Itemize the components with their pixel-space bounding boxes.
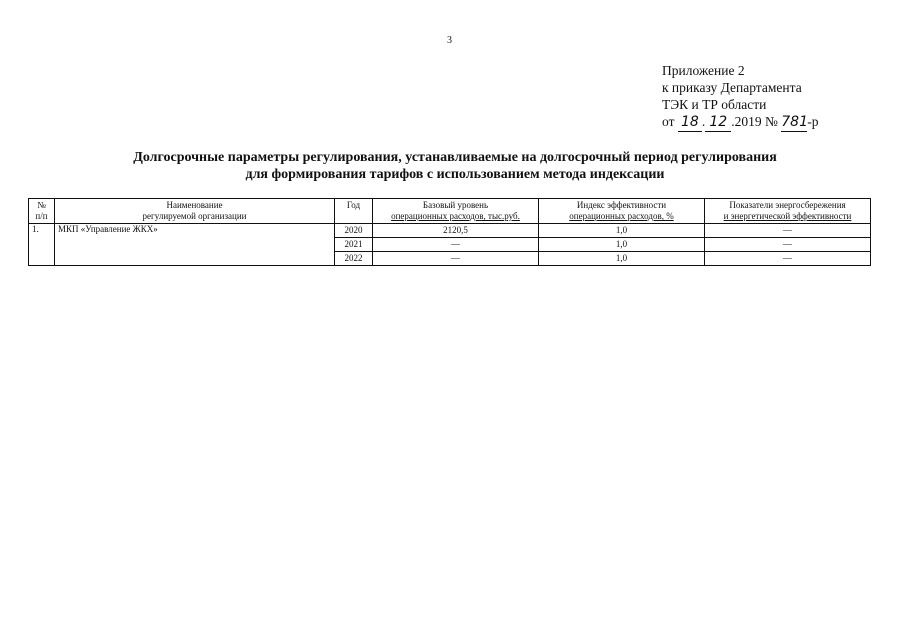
title-line-1: Долгосрочные параметры регулирования, устанавливаемые на долгосрочный период регулирования xyxy=(133,150,777,165)
number-suffix: -р xyxy=(807,114,819,129)
header-efficiency-index: Индекс эффективности операционных расходов, % xyxy=(539,199,705,224)
title-line-2: для формирования тарифов с использованием метода индексации xyxy=(245,167,665,182)
appendix-order-line xyxy=(662,113,819,132)
appendix-block xyxy=(662,62,819,132)
page-number: 3 xyxy=(447,35,452,46)
efficiency-index-cell: 1,0 xyxy=(539,224,705,238)
energy-saving-cell: — xyxy=(705,224,871,238)
date-separator: . xyxy=(701,114,706,129)
table-row xyxy=(29,224,871,238)
table-header-row xyxy=(29,199,871,224)
year-cell: 2020 xyxy=(335,224,373,238)
year-cell: 2021 xyxy=(335,238,373,252)
base-level-cell: 2120,5 xyxy=(373,224,539,238)
appendix-line-3: ТЭК и ТР области xyxy=(662,97,767,112)
header-energy-saving: Показатели энергосбережения и энергетической эффективности xyxy=(705,199,871,224)
efficiency-index-cell: 1,0 xyxy=(539,238,705,252)
handwritten-order-number: 781 xyxy=(781,114,808,130)
row-number: 1. xyxy=(29,224,55,266)
header-number: № п/п xyxy=(29,199,55,224)
base-level-cell: — xyxy=(373,252,539,266)
energy-saving-cell: — xyxy=(705,238,871,252)
date-year: .2019 xyxy=(731,114,762,129)
number-prefix: № xyxy=(764,114,778,129)
organization-name: МКП «Управление ЖКХ» xyxy=(55,224,335,266)
appendix-line-1: Приложение 2 xyxy=(662,63,745,78)
year-cell: 2022 xyxy=(335,252,373,266)
document-title xyxy=(60,149,850,183)
header-organization: Наименование регулируемой организации xyxy=(55,199,335,224)
regulation-parameters-table xyxy=(28,198,871,266)
header-year: Год xyxy=(335,199,373,224)
handwritten-month: 12 xyxy=(705,114,731,132)
efficiency-index-cell: 1,0 xyxy=(539,252,705,266)
date-prefix: от xyxy=(662,114,675,129)
header-base-level: Базовый уровень операционных расходов, тыс.руб. xyxy=(373,199,539,224)
energy-saving-cell: — xyxy=(705,252,871,266)
handwritten-day: 18 xyxy=(678,114,702,132)
appendix-line-2: к приказу Департамента xyxy=(662,80,802,95)
base-level-cell: — xyxy=(373,238,539,252)
